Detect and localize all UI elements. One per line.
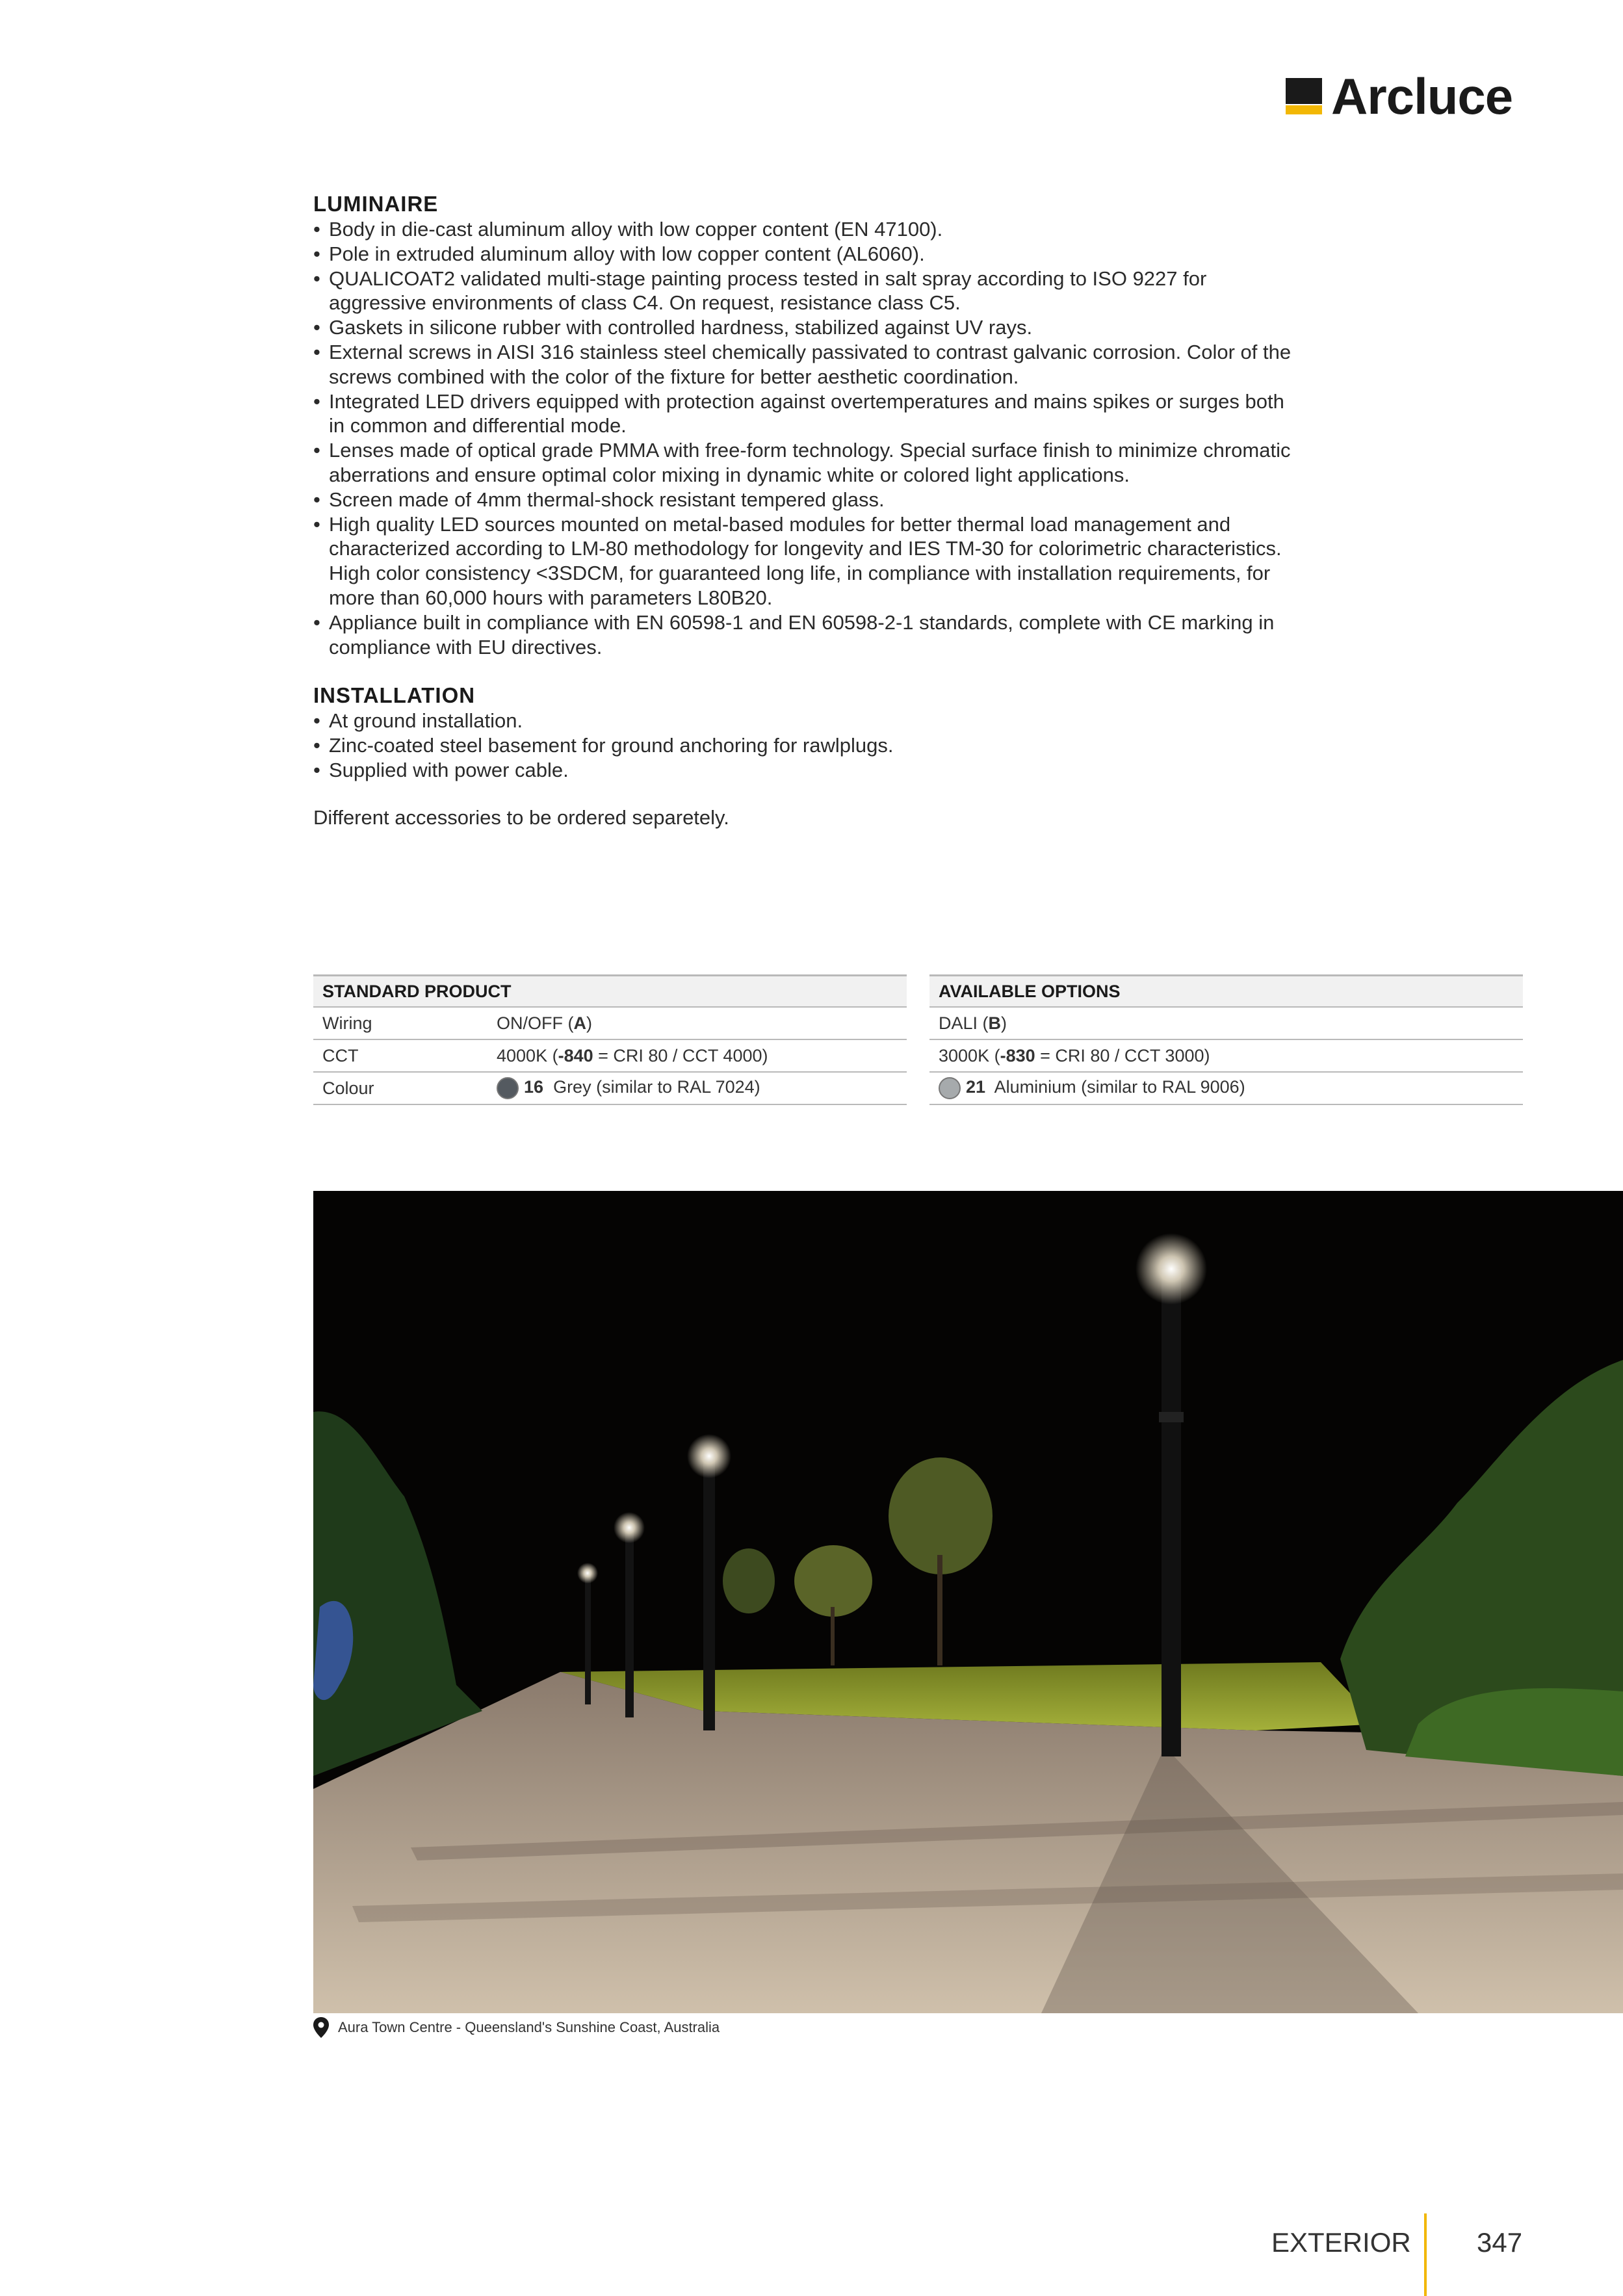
standard-product-table <box>313 974 907 1105</box>
brand-name: Arcluce <box>1331 68 1513 125</box>
table-row <box>929 1007 1523 1039</box>
installation-section <box>313 683 1301 782</box>
list-item: • At ground installation. <box>313 709 1301 733</box>
logo-mark-icon <box>1286 78 1322 114</box>
table-row <box>313 1072 907 1104</box>
aluminium-swatch-icon <box>939 1077 961 1099</box>
option-wiring-value: DALI (B) <box>929 1007 1523 1039</box>
luminaire-heading: LUMINAIRE <box>313 192 439 216</box>
footer-section-label: EXTERIOR <box>1271 2227 1411 2258</box>
list-item: • Supplied with power cable. <box>313 758 1301 783</box>
installation-list <box>313 709 1301 782</box>
list-item: • External screws in AISI 316 stainless steel chemically passivated to contrast galvanic corrosion. Color of the screws combined with the color of the fixture for better aesthetic coordination. <box>313 340 1301 389</box>
option-colour-value: 21 Aluminium (similar to RAL 9006) <box>929 1072 1523 1104</box>
list-item: • Gaskets in silicone rubber with controlled hardness, stabilized against UV rays. <box>313 315 1301 340</box>
option-cct-value: 3000K (-830 = CRI 80 / CCT 3000) <box>929 1039 1523 1072</box>
location-pin-icon <box>313 2017 329 2038</box>
list-item: • Body in die-cast aluminum alloy with low copper content (EN 47100). <box>313 217 1301 242</box>
installation-heading: INSTALLATION <box>313 683 476 707</box>
table-row <box>929 1039 1523 1072</box>
available-options-table <box>929 974 1523 1105</box>
photo-caption <box>313 2017 720 2038</box>
page-number: 347 <box>1477 2227 1523 2258</box>
list-item: • Screen made of 4mm thermal-shock resistant tempered glass. <box>313 488 1301 512</box>
luminaire-list <box>313 217 1301 659</box>
footer-divider <box>1424 2213 1427 2296</box>
cct-label: CCT <box>313 1039 487 1072</box>
standard-product-heading: STANDARD PRODUCT <box>313 976 907 1008</box>
colour-value: 16 Grey (similar to RAL 7024) <box>487 1072 907 1104</box>
wiring-value: ON/OFF (A) <box>487 1007 907 1039</box>
cct-value: 4000K (-840 = CRI 80 / CCT 4000) <box>487 1039 907 1072</box>
table-row <box>313 1007 907 1039</box>
brand-logo <box>1286 68 1513 125</box>
accessories-note: Different accessories to be ordered separetely. <box>313 806 729 829</box>
list-item: • Lenses made of optical grade PMMA with free-form technology. Special surface finish to minimize chromatic aberrations and ensure optimal color mixing in dynamic white or colored light applications. <box>313 438 1301 488</box>
table-row <box>313 1039 907 1072</box>
colour-label: Colour <box>313 1072 487 1104</box>
list-item: • Pole in extruded aluminum alloy with low copper content (AL6060). <box>313 242 1301 267</box>
luminaire-section <box>313 191 1301 659</box>
list-item: • QUALICOAT2 validated multi-stage painting process tested in salt spray according to ISO 9227 for aggressive environments of class C4. On request, resistance class C5. <box>313 267 1301 316</box>
list-item: • Appliance built in compliance with EN 60598-1 and EN 60598-2-1 standards, complete with CE marking in compliance with EU directives. <box>313 610 1301 660</box>
wiring-label: Wiring <box>313 1007 487 1039</box>
caption-text: Aura Town Centre - Queensland's Sunshine Coast, Australia <box>338 2019 720 2035</box>
table-row <box>929 1072 1523 1104</box>
installation-photo <box>313 1191 1623 2013</box>
available-options-heading: AVAILABLE OPTIONS <box>929 976 1523 1008</box>
grey-swatch-icon <box>497 1077 519 1099</box>
list-item: • Integrated LED drivers equipped with protection against overtemperatures and mains spikes or surges both in common and differential mode. <box>313 389 1301 439</box>
list-item: • Zinc-coated steel basement for ground anchoring for rawlplugs. <box>313 733 1301 758</box>
list-item: • High quality LED sources mounted on metal-based modules for better thermal load management and characterized according to LM-80 methodology for longevity and IES TM-30 for colorimetric characteristics. High color consistency <3SDCM, for guaranteed long life, in compliance with installation requirements, for more than 60,000 hours with parameters L80B20. <box>313 512 1301 610</box>
